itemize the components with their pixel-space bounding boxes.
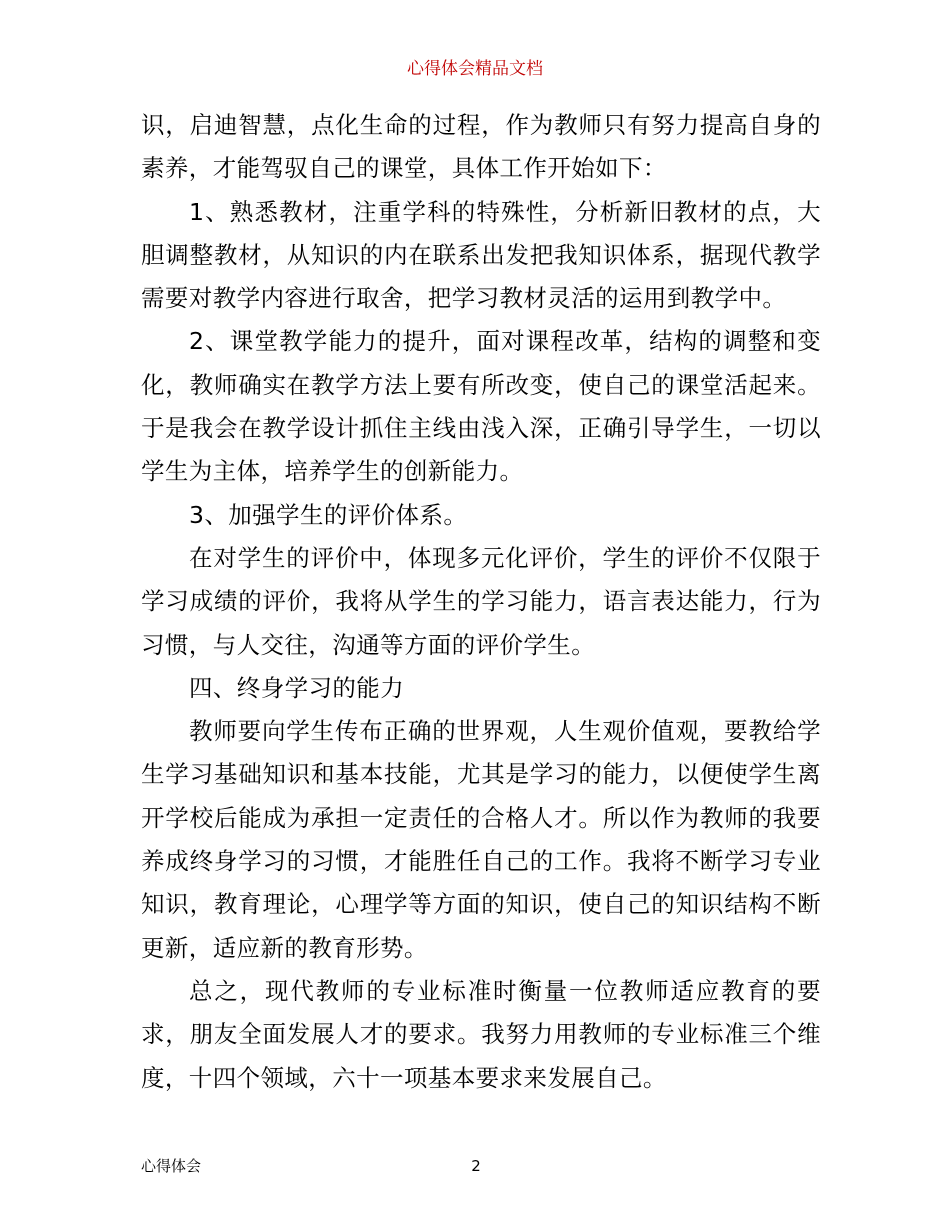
paragraph-item-3: 3、加强学生的评价体系。 — [189, 500, 468, 529]
paragraph-lifelong-learning: 教师要向学生传布正确的世界观，人生观价值观，要教给学生学习基础知识和基本技能，尤其是学习的能力，以便使学生离开学校后能成为承担一定责任的合格人才。所以作为教师的我要养成终身学习的习惯，才能胜任自己的工作。我将不断学习专业知识，教育理论，心理学等方面的知识，使自己的知识结构不断更新，适应新的教育形势。 — [141, 717, 821, 962]
page-number: 2 — [471, 1157, 481, 1175]
document-header-title: 心得体会精品文档 — [407, 59, 543, 79]
paragraph-continuation: 识，启迪智慧，点化生命的过程，作为教师只有努力提高自身的素养，才能驾驭自己的课堂，具体工作开始如下： — [141, 111, 821, 183]
section-heading-lifelong-learning: 四、终身学习的能力 — [189, 673, 405, 702]
footer-label: 心得体会 — [141, 1157, 202, 1175]
paragraph-conclusion: 总之，现代教师的专业标准时衡量一位教师适应教育的要求，朋友全面发展人才的要求。我努力用教师的专业标准三个维度，十四个领域，六十一项基本要求来发展自己。 — [141, 976, 821, 1092]
paragraph-item-2: 2、课堂教学能力的提升，面对课程改革，结构的调整和变化，教师确实在教学方法上要有所改变，使自己的课堂活起来。于是我会在教学设计抓住主线由浅入深，正确引导学生，一切以学生为主体，培养学生的创新能力。 — [141, 327, 821, 486]
paragraph-item-1: 1、熟悉教材，注重学科的特殊性，分析新旧教材的点，大胆调整教材，从知识的内在联系出发把我知识体系，据现代教学需要对教学内容进行取舍，把学习教材灵活的运用到教学中。 — [141, 197, 821, 313]
paragraph-evaluation: 在对学生的评价中，体现多元化评价，学生的评价不仅限于学习成绩的评价，我将从学生的学习能力，语言表达能力，行为习惯，与人交往，沟通等方面的评价学生。 — [141, 543, 821, 659]
document-body — [141, 104, 821, 1100]
